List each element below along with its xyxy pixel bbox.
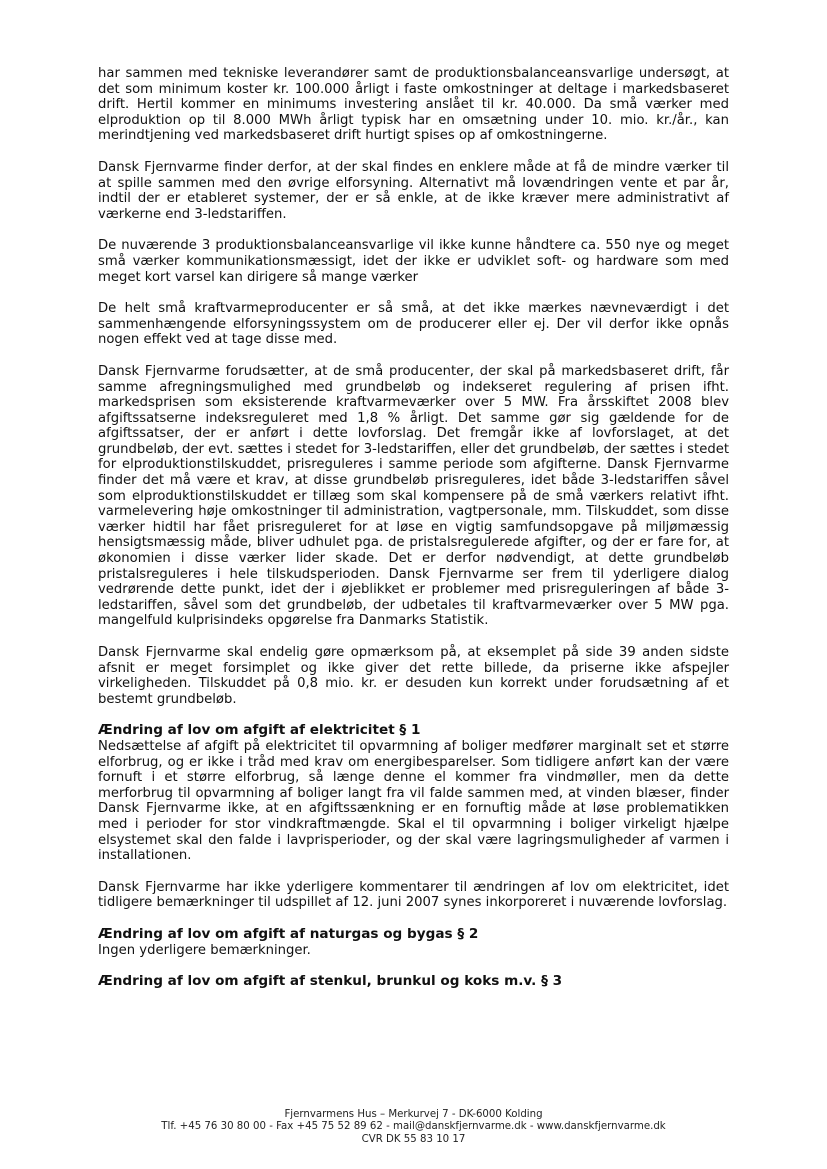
paragraph-example-note: Dansk Fjernvarme skal endelig gøre opmærksom på, at eksemplet på side 39 anden sidste afsnit er meget forsimplet og ikke giver det rette billede, da priserne ikke afspejler virkeligheden. Tilskuddet på 0,8 mio. kr. er desuden kun korrekt under forudsætning af et bestemt grundbeløb. bbox=[98, 645, 729, 707]
section-coal-tax bbox=[98, 974, 729, 990]
footer-address: Fjernvarmens Hus – Merkurvej 7 - DK-6000 Kolding bbox=[284, 1109, 543, 1120]
section-natural-gas-tax bbox=[98, 927, 729, 958]
section-electricity-tax bbox=[98, 723, 729, 863]
document-body bbox=[98, 66, 729, 1006]
footer-cvr: CVR DK 55 83 10 17 bbox=[361, 1133, 466, 1145]
paragraph-balance-responsible: De nuværende 3 produktionsbalanceansvarlige vil ikke kunne håndtere ca. 550 nye og meget små værker kommunikationsmæssigt, idet der ikke er udviklet soft- og hardware som med meget kort varsel kan dirigere så mange værker bbox=[98, 238, 729, 285]
section-heading-electricity: Ændring af lov om afgift af elektricitet § 1 bbox=[98, 722, 421, 739]
paragraph-small-producers: De helt små kraftvarmeproducenter er så små, at det ikke mærkes nævneværdigt i det sammenhængende elforsyningssystem om de producerer eller ej. Der vil derfor ikke opnås nogen effekt ved at tage disse med. bbox=[98, 301, 729, 348]
section-heading-natural-gas: Ændring af lov om afgift af naturgas og bygas § 2 bbox=[98, 925, 479, 942]
paragraph-no-further-comments: Dansk Fjernvarme har ikke yderligere kommentarer til ændringen af lov om elektricitet, idet tidligere bemærkninger til udspillet af 12. juni 2007 synes inkorporeret i nuværende lovforslag. bbox=[98, 879, 729, 911]
paragraph-cost-estimate: har sammen med tekniske leverandører samt de produktionsbalanceansvarlige undersøgt, at det som minimum koster kr. 100.000 årligt i faste omkostninger at deltage i markedsbaseret drift. Hertil kommer en minimums investering anslået til kr. 40.000. Da små værker med elproduktion op til 8.000 MWh årligt typisk har en omsætning under 10. mio. kr./år., kan merindtjening ved markedsbaseret drift hurtigt spises op af omkostningerne. bbox=[98, 66, 729, 144]
section-heading-coal: Ændring af lov om afgift af stenkul, brunkul og koks m.v. § 3 bbox=[98, 973, 563, 990]
paragraph-simpler-solution: Dansk Fjernvarme finder derfor, at der skal findes en enklere måde at få de mindre værker til at spille sammen med den øvrige elforsyning. Alternativt må lovændringen vente et par år, indtil der er etableret systemer, der er så enkle, at de ikke kræver mere administrativt af værkerne end 3-ledstariffen. bbox=[98, 159, 729, 222]
paragraph-price-regulation: Dansk Fjernvarme forudsætter, at de små producenter, der skal på markedsbaseret drift, får samme afregningsmulighed med grundbeløb og indekseret regulering af prisen ifht. markedsprisen som eksisterende kraftvarmeværker over 5 MW. Fra årsskiftet 2008 blev afgiftssatserne indeksreguleret med 1,8 % årligt. Det samme gør sig gældende for de afgiftssatser, der er anført i dette lovforslag. Det fremgår ikke af lovforslaget, at det grundbeløb, der evt. sættes i stedet for 3-ledstariffen, eller det grundbeløb, der sættes i stedet for elproduktionstilskuddet, prisreguleres i samme periode som afgifterne. Dansk Fjernvarme finder det må være et krav, at disse grundbeløb prisreguleres, idet både 3-ledstariffen såvel som elproduktionstilskuddet er tillæg som skal kompensere på de små værkers relativt ifht. varmelevering høje omkostninger til administration, vagtpersonale, mm. Tilskuddet, som disse værker hidtil har fået prisreguleret for at løse en vigtig samfundsopgave på miljømæssig hensigtsmæssig måde, bliver udhulet pga. de pristalsregulerede afgifter, og der er fare for, at økonomien i disse værker lider skade. Det er derfor nødvendigt, at dette grundbeløb pristalsreguleres i hele tilskudsperioden. Dansk Fjernvarme ser frem til yderligere dialog vedrørende dette punkt, idet der i øjeblikket er problemer med prisreguleringen af både 3-ledstariffen, såvel som det grundbeløb, der udbetales til kraftvarmeværker over 5 MW pga. mangelfuld kulprisindeks opgørelse fra Danmarks Statistik. bbox=[98, 363, 729, 629]
page-footer bbox=[0, 1109, 827, 1146]
section-body-natural-gas: Ingen yderligere bemærkninger. bbox=[98, 942, 311, 958]
section-body-electricity: Nedsættelse af afgift på elektricitet til opvarmning af boliger medfører marginalt set et større elforbrug, og er ikke i tråd med krav om energibesparelser. Som tidligere anført kan der være fornuft i et større elforbrug, så længe denne el kommer fra vindmøller, men da dette merforbrug til opvarmning af boliger langt fra vil falde sammen med, at vinden blæser, finder Dansk Fjernvarme ikke, at en afgiftssænkning er en fornuftig måde at løse problematikken med i perioder for stor vindkraftmængde. Skal el til opvarmning i boliger virkeligt hjælpe elsystemet skal den falde i lavprisperioder, og der skal være lagringsmuligheder af varmen i installationen. bbox=[98, 738, 729, 864]
footer-contact: Tlf. +45 76 30 80 00 - Fax +45 75 52 89 62 - mail@danskfjernvarme.dk - www.danskfjernvarme.dk bbox=[161, 1121, 666, 1133]
